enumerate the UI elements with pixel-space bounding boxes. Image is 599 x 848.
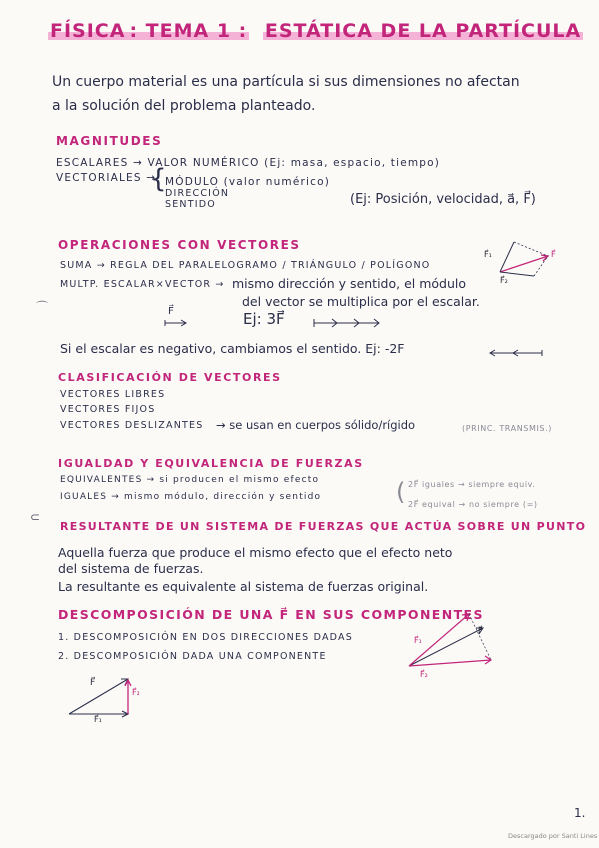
resultante-line-1: Aquella fuerza que produce el mismo efecto que el efecto neto [58,545,453,560]
fig1-f-label: F⃗ [90,678,96,688]
iguales-line: IGUALES → mismo módulo, dirección y sentido [60,492,322,502]
resultante-line-3: La resultante es equivalente al sistema de fuerzas original. [58,579,429,594]
resultante-line-2: del sistema de fuerzas. [58,561,204,576]
vectores-fijos: VECTORES FIJOS [60,404,156,415]
negativo-line: Si el escalar es negativo, cambiamos el sentido. Ej: -2F [60,341,405,356]
operaciones-heading: OPERACIONES CON VECTORES [58,238,301,252]
intro-line-1: Un cuerpo material es una partícula si sus dimensiones no afectan [52,74,520,90]
title-topic: : TEMA 1 : [129,20,248,42]
intro-line-2: a la solución del problema planteado. [52,98,316,114]
download-footer: Descargado por Santi Lines [508,832,598,840]
descomposicion-heading: DESCOMPOSICIÓN DE UNA F⃗ EN SUS COMPONENTES [58,607,484,622]
descomposicion-item-2: 2. DESCOMPOSICIÓN DADA UNA COMPONENTE [58,651,327,662]
vectores-deslizantes: VECTORES DESLIZANTES [60,420,204,431]
page-number: 1. [574,806,586,820]
vectores-libres: VECTORES LIBRES [60,389,166,400]
title-subject: FÍSICA [50,20,126,42]
triangle-figure [66,676,150,718]
page-title [48,20,583,42]
fig-f1-label: F⃗₁ [484,250,492,259]
vector-f-label: F⃗ [168,306,174,317]
vectoriales-label: VECTORIALES → [56,172,157,184]
scalar-example: Ej: 3F⃗ [243,310,285,328]
mult-text-1: mismo dirección y sentido, el módulo [232,276,467,291]
suma-line: SUMA → REGLA DEL PARALELOGRAMO / TRIÁNGULO / POLÍGONO [60,260,431,271]
fig2-f1-label: F⃗₁ [414,636,422,645]
fig-f-label: F⃗ [551,250,556,259]
mult-text-2: del vector se multiplica por el escalar. [242,294,480,309]
igualdad-note-2: 2F⃗ equival → no siempre (=) [408,500,538,509]
fig1-f2-label: F⃗₂ [132,688,140,697]
escalares-line: ESCALARES → VALOR NUMÉRICO (Ej: masa, espacio, tiempo) [56,157,441,169]
descomposicion-item-1: 1. DESCOMPOSICIÓN EN DOS DIRECCIONES DADAS [58,632,353,643]
paren-glyph: ( [396,478,406,506]
fig1-f1-label: F⃗₁ [94,715,102,724]
triple-vector-arrow [312,316,382,330]
direccion-item: DIRECCIÓN [165,188,230,199]
pencil-note: (PRINC. TRANSMIS.) [462,424,552,433]
title-name: ESTÁTICA DE LA PARTÍCULA [264,20,582,42]
parallelogram-figure [478,236,558,282]
fig2-f2-label: F⃗₂ [420,670,428,679]
brace-glyph: { [150,164,167,194]
fig2-f-label: F⃗ [478,626,483,635]
vectoriales-example: (Ej: Posición, velocidad, a⃗, F⃗) [350,192,536,207]
fig-f2-label: F⃗₂ [500,276,508,285]
sentido-item: SENTIDO [165,199,216,210]
resultante-heading: RESULTANTE DE UN SISTEMA DE FUERZAS QUE ACTÚA SOBRE UN PUNTO [60,520,587,533]
magnitudes-heading: MAGNITUDES [56,134,163,148]
clasificacion-heading: CLASIFICACIÓN DE VECTORES [58,371,282,384]
negative-vector-arrow [488,348,544,358]
igualdad-heading: IGUALDAD Y EQUIVALENCIA DE FUERZAS [58,457,364,470]
igualdad-note-1: 2F⃗ iguales → siempre equiv. [408,480,536,489]
modulo-item: MÓDULO (valor numérico) [165,176,331,188]
margin-mark-1: ⌒ [36,300,49,314]
equivalentes-line: EQUIVALENTES → si producen el mismo efecto [60,475,320,485]
margin-mark-2: ⊂ [30,510,41,524]
deslizantes-note: → se usan en cuerpos sólido/rígido [216,418,416,432]
mult-label: MULTP. ESCALAR×VECTOR → [60,279,225,290]
vector-f-arrow [164,318,188,328]
